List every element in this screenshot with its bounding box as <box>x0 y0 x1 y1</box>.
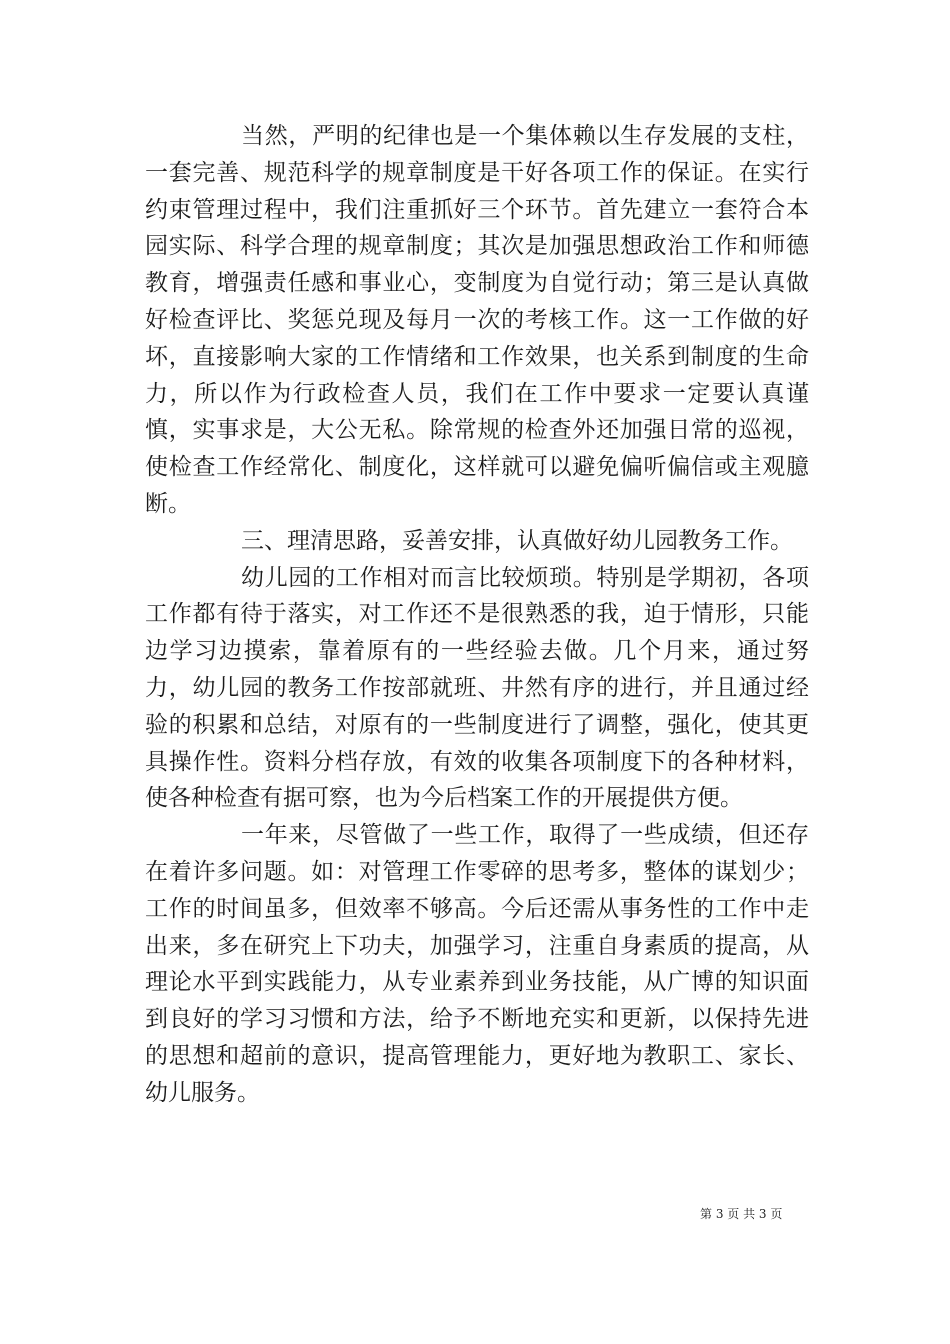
section-heading-three: 三、理清思路，妥善安排，认真做好幼儿园教务工作。 <box>241 527 793 554</box>
paragraph-academic-affairs: 幼儿园的工作相对而言比较烦琐。特别是学期初，各项工作都有待于落实，对工作还不是很熟悉的我，迫于情形，只能边学习边摸索，靠着原有的一些经验去做。几个月来，通过努力，幼儿园的教务工作按部就班、井然有序的进行，并且通过经验的积累和总结，对原有的一些制度进行了调整，强化，使其更具操作性。资料分档存放，有效的收集各项制度下的各种材料，使各种检查有据可察，也为今后档案工作的开展提供方便。 <box>145 564 809 812</box>
paragraph-discipline: 当然，严明的纪律也是一个集体赖以生存发展的支柱，一套完善、规范科学的规章制度是干好各项工作的保证。在实行约束管理过程中，我们注重抓好三个环节。首先建立一套符合本园实际、科学合理的规章制度；其次是加强思想政治工作和师德教育，增强责任感和事业心，变制度为自觉行动；第三是认真做好检查评比、奖惩兑现及每月一次的考核工作。这一工作做的好坏，直接影响大家的工作情绪和工作效果，也关系到制度的生命力，所以作为行政检查人员，我们在工作中要求一定要认真谨慎，实事求是，大公无私。除常规的检查外还加强日常的巡视，使检查工作经常化、制度化，这样就可以避免偏听偏信或主观臆断。 <box>145 123 809 517</box>
page-number-footer: 第 3 页 共 3 页 <box>700 1207 783 1221</box>
document-body <box>145 118 809 1112</box>
paragraph-summary: 一年来，尽管做了一些工作，取得了一些成绩，但还存在着许多问题。如：对管理工作零碎的思考多，整体的谋划少；工作的时间虽多，但效率不够高。今后还需从事务性的工作中走出来，多在研究上下功夫，加强学习，注重自身素质的提高，从理论水平到实践能力，从专业素养到业务技能，从广博的知识面到良好的学习习惯和方法，给予不断地充实和更新，以保持先进的思想和超前的意识，提高管理能力，更好地为教职工、家长、幼儿服务。 <box>145 822 809 1106</box>
